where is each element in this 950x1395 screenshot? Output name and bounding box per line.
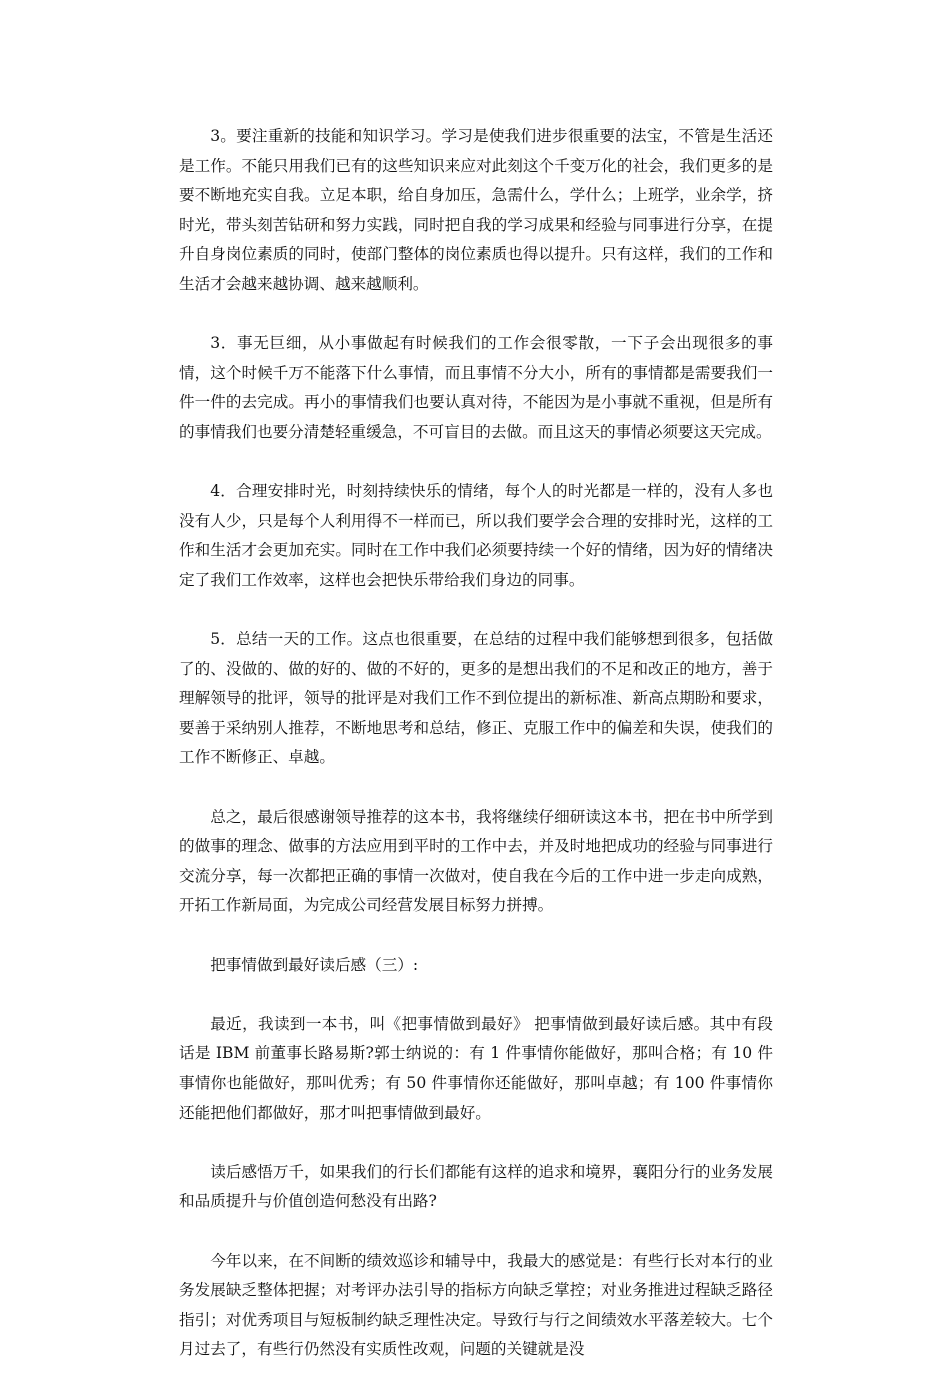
paragraph-small-things: 3．事无巨细，从小事做起有时候我们的工作会很零散，一下子会出现很多的事情，这个时候千万不能落下什么事情，而且事情不分大小，所有的事情都是需要我们一件一件的去完成。再小的事情我们也要认真对待，不能因为是小事就不重视，但是所有的事情我们也要分清楚轻重缓急，不可盲目的去做。而且这天的事情必须要这天完成。 [179,334,773,441]
paragraph-this-year: 今年以来，在不间断的绩效巡诊和辅导中，我最大的感觉是：有些行长对本行的业务发展缺乏整体把握；对考评办法引导的指标方向缺乏掌控；对业务推进过程缺乏路径指引；对优秀项目与短板制约缺乏理性决定。导致行与行之间绩效水平落差较大。七个月过去了，有些行仍然没有实质性改观，问题的关键就是没 [179,1251,773,1359]
paragraph-reflection: 读后感悟万千，如果我们的行长们都能有这样的追求和境界，襄阳分行的业务发展和品质提升与价值创造何愁没有出路? [179,1162,773,1211]
document-body [179,122,773,1395]
paragraph-skills-learning: 3。要注重新的技能和知识学习。学习是使我们进步很重要的法宝，不管是生活还是工作。不能只用我们已有的这些知识来应对此刻这个千变万化的社会，我们更多的是要不断地充实自我。立足本职，给自身加压，急需什么，学什么；上班学，业余学，挤时光，带头刻苦钻研和努力实践，同时把自我的学习成果和经验与同事进行分享，在提升自身岗位素质的同时，使部门整体的岗位素质也得以提升。只有这样，我们的工作和生活才会越来越协调、越来越顺利。 [179,127,773,293]
section-heading: 把事情做到最好读后感（三）: [210,955,419,974]
paragraph-book-intro: 最近，我读到一本书，叫《把事情做到最好》 把事情做到最好读后感。其中有段话是 IBM 前董事长路易斯?郭士纳说的：有 1 件事情你能做好，那叫合格；有 10 件事情你也能做好，那叫优秀；有 50 件事情你还能做好，那叫卓越；有 100 件事情你还能把他们都做好，那才叫把事情做到最好。 [179,1014,773,1122]
paragraph-time-management: 4．合理安排时光，时刻持续快乐的情绪，每个人的时光都是一样的，没有人多也没有人少，只是每个人利用得不一样而已，所以我们要学会合理的安排时光，这样的工作和生活才会更加充实。同时在工作中我们必须要持续一个好的情绪，因为好的情绪决定了我们工作效率，这样也会把快乐带给我们身边的同事。 [179,482,773,589]
paragraph-daily-summary: 5．总结一天的工作。这点也很重要，在总结的过程中我们能够想到很多，包括做了的、没做的、做的好的、做的不好的，更多的是想出我们的不足和改正的地方，善于理解领导的批评，领导的批评是对我们工作不到位提出的新标准、新高点期盼和要求，要善于采纳别人推荐，不断地思考和总结，修正、克服工作中的偏差和失误，使我们的工作不断修正、卓越。 [179,630,773,767]
paragraph-conclusion: 总之，最后很感谢领导推荐的这本书，我将继续仔细研读这本书，把在书中所学到的做事的理念、做事的方法应用到平时的工作中去，并及时地把成功的经验与同事进行交流分享，每一次都把正确的事情一次做对，使自我在今后的工作中进一步走向成熟，开拓工作新局面，为完成公司经营发展目标努力拼搏。 [179,807,773,915]
